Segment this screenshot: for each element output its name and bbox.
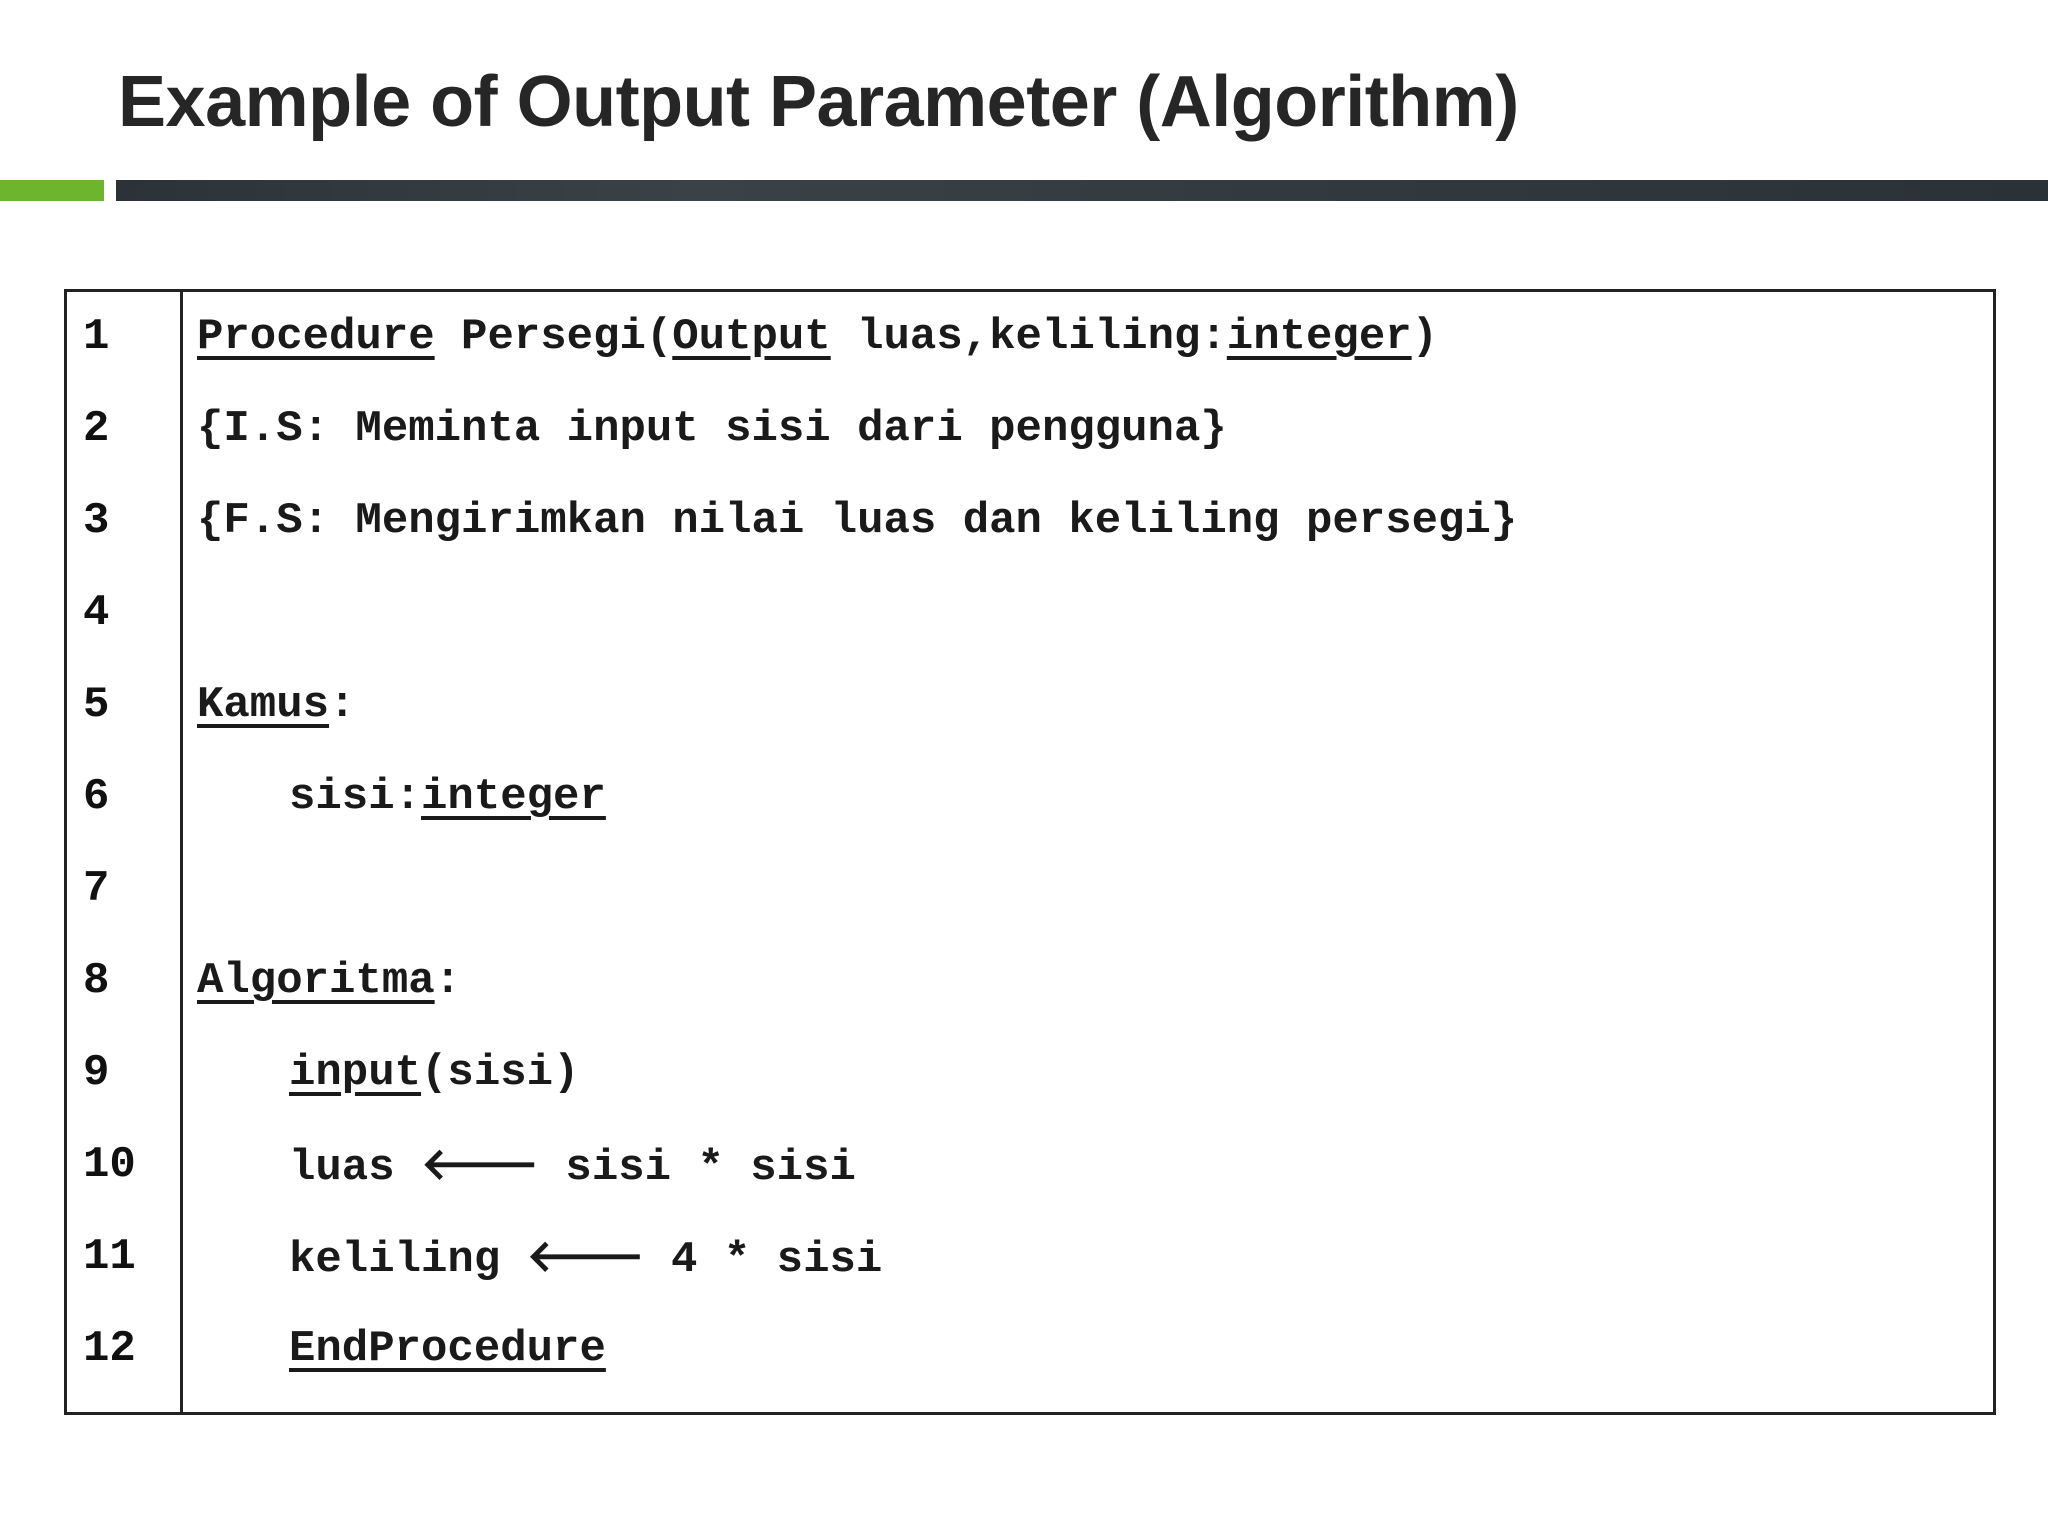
line-number: 8	[83, 956, 110, 1006]
assign-rhs-keliling: 4 * sisi	[644, 1235, 883, 1285]
keyword-integer: integer	[1226, 312, 1412, 362]
variable-sisi: sisi:	[289, 772, 422, 822]
code-line-kamus	[197, 680, 1973, 772]
line-number: 6	[83, 772, 110, 822]
keyword-endprocedure: EndProcedure	[289, 1324, 606, 1374]
assign-lhs-keliling: keliling	[289, 1235, 527, 1285]
input-args: (sisi)	[421, 1048, 580, 1098]
code-line-procedure-header	[197, 312, 1973, 404]
line-number: 5	[83, 680, 110, 730]
keyword-procedure: Procedure	[197, 312, 435, 362]
code-listing-box	[64, 289, 1996, 1415]
line-number: 10	[83, 1140, 136, 1190]
title-accent-green-bar	[0, 180, 104, 201]
line-number: 2	[83, 404, 110, 454]
line-number: 3	[83, 496, 110, 546]
keyword-integer: integer	[421, 772, 606, 822]
line-number-divider	[180, 292, 183, 1412]
line-number: 7	[83, 864, 110, 914]
code-line-blank	[197, 588, 1973, 680]
code-line-initial-state	[197, 404, 1973, 496]
title-accent-dark-bar	[116, 180, 2048, 201]
code-line-endprocedure	[197, 1324, 1973, 1416]
line-number: 1	[83, 312, 110, 362]
line-number: 9	[83, 1048, 110, 1098]
line-number: 4	[83, 588, 110, 638]
assignment-arrow-icon: 🡐	[526, 1231, 645, 1282]
line-number-gutter	[83, 312, 173, 1416]
code-line-var-declaration	[197, 772, 1973, 864]
assign-rhs-luas: sisi * sisi	[539, 1143, 856, 1193]
code-line-final-state	[197, 496, 1973, 588]
keyword-algoritma: Algoritma	[197, 956, 435, 1006]
code-line-luas-assignment	[197, 1140, 1973, 1232]
assign-lhs-luas: luas	[289, 1143, 422, 1193]
code-line-input	[197, 1048, 1973, 1140]
comment-initial-state: {I.S: Meminta input sisi dari pengguna}	[197, 404, 1227, 454]
procedure-close-paren: )	[1411, 312, 1439, 362]
comment-final-state: {F.S: Mengirimkan nilai luas dan keliling persegi}	[197, 496, 1518, 546]
algoritma-colon: :	[434, 956, 462, 1006]
keyword-input: input	[289, 1048, 422, 1098]
keyword-output: Output	[672, 312, 831, 362]
keyword-kamus: Kamus	[197, 680, 330, 730]
line-number: 11	[83, 1232, 136, 1282]
procedure-name: Persegi(	[434, 312, 673, 362]
assignment-arrow-icon: 🡐	[421, 1139, 540, 1190]
procedure-params: luas,keliling:	[830, 312, 1227, 362]
line-number: 12	[83, 1324, 136, 1374]
code-line-blank	[197, 864, 1973, 956]
slide-title: Example of Output Parameter (Algorithm)	[118, 62, 1519, 142]
kamus-colon: :	[329, 680, 356, 730]
code-line-algoritma	[197, 956, 1973, 1048]
code-lines	[197, 312, 1973, 1416]
code-line-keliling-assignment	[197, 1232, 1973, 1324]
